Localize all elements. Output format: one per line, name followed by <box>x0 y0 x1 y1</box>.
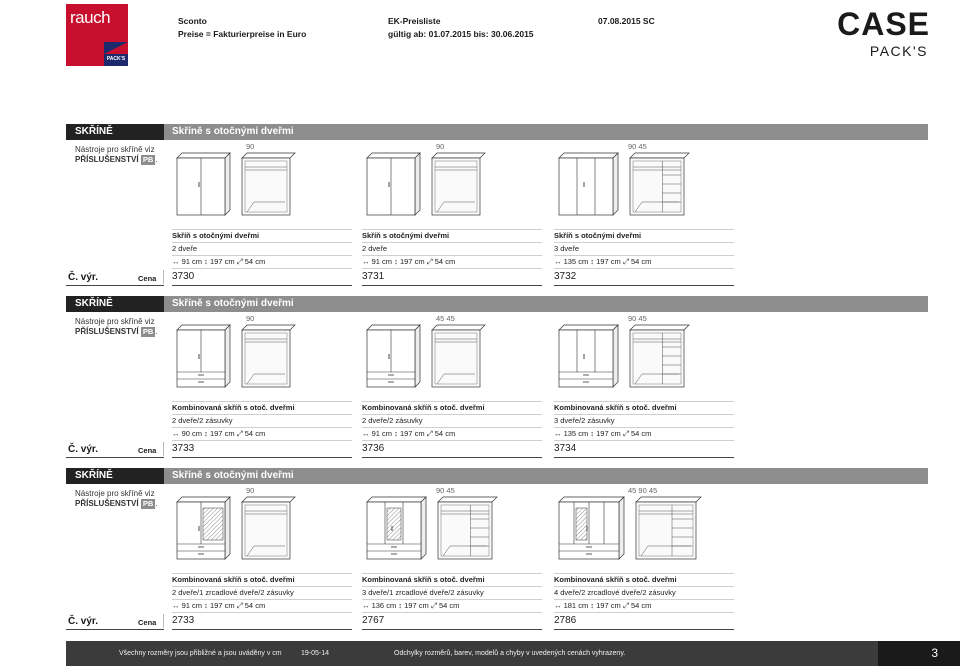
product-dimensions <box>362 601 459 611</box>
product-height: 197 cm <box>399 429 425 438</box>
row-divider <box>554 268 734 269</box>
row-divider <box>362 242 542 243</box>
height-arrow-icon: ↕ <box>590 257 595 266</box>
product-code: 2786 <box>554 615 577 626</box>
section-category: SKŘÍNĚ <box>66 468 164 484</box>
accessories-link[interactable]: PŘÍSLUŠENSTVÍ <box>75 327 139 336</box>
height-arrow-icon: ↕ <box>204 429 208 438</box>
pricelist-validity: gültig ab: 01.07.2015 bis: 30.06.2015 <box>388 29 534 39</box>
product-width: 91 cm <box>181 601 203 610</box>
product-width: 135 cm <box>563 429 589 438</box>
wardrobe-drawing <box>554 150 704 218</box>
row-divider <box>362 586 542 587</box>
logo-text: rauch <box>70 8 111 27</box>
depth-arrow-icon: ⤢ <box>236 429 243 438</box>
height-arrow-icon: ↕ <box>398 601 403 610</box>
product-code: 2733 <box>172 615 195 626</box>
row-divider <box>172 229 352 230</box>
row-divider <box>362 612 542 613</box>
product-name: Skříň s otočnými dveřmi <box>172 231 260 240</box>
height-arrow-icon: ↕ <box>394 429 398 438</box>
product-top-dimensions: 90 <box>246 142 255 151</box>
footer-code: 19-05-14 <box>301 650 330 657</box>
height-arrow-icon: ↕ <box>590 429 595 438</box>
section-title: Skříně s otočnými dveřmi <box>164 296 928 312</box>
product-dimensions <box>172 429 265 439</box>
section-category: SKŘÍNĚ <box>66 296 164 312</box>
product-depth: 54 cm <box>244 257 266 266</box>
row-divider <box>172 427 352 428</box>
wardrobe-drawing <box>362 150 512 218</box>
product-height: 197 cm <box>209 257 235 266</box>
row-divider <box>554 629 734 630</box>
price-label: Cena <box>138 446 157 455</box>
width-arrow-icon: ↔ <box>172 429 182 438</box>
wardrobe-drawing <box>172 322 322 390</box>
row-divider <box>362 629 542 630</box>
product-top-dimensions: 45 45 <box>436 314 455 323</box>
page-number: 3 <box>878 641 960 666</box>
width-arrow-icon: ↔ <box>362 601 372 610</box>
product-name: Skříň s otočnými dveřmi <box>362 231 450 240</box>
row-divider <box>66 457 164 458</box>
row-divider <box>362 255 542 256</box>
product-depth: 54 cm <box>434 257 456 266</box>
depth-arrow-icon: ⤢ <box>430 601 437 610</box>
row-divider <box>554 285 734 286</box>
product-code: 2767 <box>362 615 385 626</box>
row-divider <box>172 255 352 256</box>
tools-text: Nástroje pro skříně viz <box>75 489 155 498</box>
product-height: 197 cm <box>399 257 425 266</box>
article-number-label: Č. výr. <box>68 616 99 627</box>
product-name: Kombinovaná skříň s otoč. dveřmi <box>554 403 677 412</box>
product-depth: 54 cm <box>434 429 456 438</box>
accessories-link[interactable]: PŘÍSLUŠENSTVÍ <box>75 155 139 164</box>
packs-badge-label: PACK'S <box>106 56 126 62</box>
row-divider <box>362 573 542 574</box>
row-divider <box>172 629 352 630</box>
sconto-info <box>178 15 306 41</box>
product-width: 91 cm <box>371 257 393 266</box>
row-divider <box>554 229 734 230</box>
footer-bar <box>66 641 878 666</box>
row-divider <box>554 427 734 428</box>
product-dimensions <box>554 601 651 611</box>
accessories-link[interactable]: PŘÍSLUŠENSTVÍ <box>75 499 139 508</box>
row-divider <box>554 401 734 402</box>
row-divider <box>172 401 352 402</box>
section-title: Skříně s otočnými dveřmi <box>164 124 928 140</box>
product-width: 91 cm <box>181 257 203 266</box>
product-dimensions <box>172 601 265 611</box>
product-section <box>66 124 928 290</box>
product-description: 2 dveře <box>362 244 388 253</box>
height-arrow-icon: ↕ <box>204 257 208 266</box>
row-divider <box>172 242 352 243</box>
row-divider <box>554 414 734 415</box>
row-divider <box>172 285 352 286</box>
product-description: 4 dveře/2 zrcadlové dveře/2 zásuvky <box>554 588 676 597</box>
width-arrow-icon: ↔ <box>172 257 182 266</box>
row-divider <box>554 255 734 256</box>
product-width: 90 cm <box>181 429 203 438</box>
pb-badge[interactable]: PB <box>142 499 154 508</box>
row-divider <box>362 414 542 415</box>
price-label: Cena <box>138 618 157 627</box>
row-divider <box>362 401 542 402</box>
product-top-dimensions: 90 45 <box>628 314 647 323</box>
width-arrow-icon: ↔ <box>554 601 564 610</box>
row-divider <box>554 586 734 587</box>
width-arrow-icon: ↔ <box>362 257 372 266</box>
footer-disclaimer: Odchylky rozměrů, barev, modelů a chyby v uvedených cenách vyhrazeny. <box>394 650 626 657</box>
footer-note: Všechny rozměry jsou přibližné a jsou uváděny v cm <box>119 650 282 657</box>
tools-text: Nástroje pro skříně viz <box>75 317 155 326</box>
product-height: 197 cm <box>404 601 429 610</box>
product-code: 3736 <box>362 443 385 454</box>
product-section <box>66 296 928 462</box>
depth-arrow-icon: ⤢ <box>622 257 629 266</box>
product-name: Kombinovaná skříň s otoč. dveřmi <box>554 575 677 584</box>
wardrobe-drawing <box>362 322 512 390</box>
product-dimensions <box>554 429 651 439</box>
row-divider <box>362 457 542 458</box>
row-divider <box>172 440 352 441</box>
row-divider <box>172 268 352 269</box>
row-divider <box>172 586 352 587</box>
article-number-label: Č. výr. <box>68 444 99 455</box>
row-divider <box>554 242 734 243</box>
row-divider <box>362 599 542 600</box>
product-height: 197 cm <box>596 601 621 610</box>
product-description: 3 dveře/2 zásuvky <box>554 416 615 425</box>
pricelist-title: EK-Preisliste <box>388 16 441 26</box>
depth-arrow-icon: ⤢ <box>622 429 629 438</box>
section-header <box>66 296 928 312</box>
wardrobe-drawing <box>172 150 322 218</box>
brand-title: CASE <box>837 6 930 42</box>
sconto-subtitle: Preise = Fakturierpreise in Euro <box>178 29 307 39</box>
row-divider <box>362 229 542 230</box>
section-header <box>66 124 928 140</box>
product-description: 2 dveře <box>172 244 198 253</box>
product-top-dimensions: 90 <box>246 486 255 495</box>
product-depth: 54 cm <box>438 601 460 610</box>
row-divider <box>554 573 734 574</box>
width-arrow-icon: ↔ <box>172 601 182 610</box>
product-dimensions <box>554 257 651 267</box>
article-number-label: Č. výr. <box>68 272 99 283</box>
height-arrow-icon: ↕ <box>590 601 595 610</box>
product-depth: 54 cm <box>630 257 652 266</box>
row-divider <box>172 573 352 574</box>
depth-arrow-icon: ⤢ <box>622 601 629 610</box>
product-description: 2 dveře/2 zásuvky <box>362 416 423 425</box>
print-date: 07.08.2015 SC <box>598 16 655 26</box>
row-divider <box>362 440 542 441</box>
product-description: 2 dveře/1 zrcadlové dveře/2 zásuvky <box>172 588 294 597</box>
depth-arrow-icon: ⤢ <box>236 601 243 610</box>
product-top-dimensions: 90 45 <box>628 142 647 151</box>
brand-subtitle: PACK'S <box>869 43 928 59</box>
row-divider <box>554 612 734 613</box>
wardrobe-drawing <box>172 494 322 562</box>
section-title: Skříně s otočnými dveřmi <box>164 468 928 484</box>
row-divider <box>362 268 542 269</box>
product-name: Kombinovaná skříň s otoč. dveřmi <box>172 403 295 412</box>
product-name: Skříň s otočnými dveřmi <box>554 231 642 240</box>
row-divider <box>362 285 542 286</box>
product-code: 3730 <box>172 271 195 282</box>
tools-note: Nástroje pro skříně viz PŘÍSLUŠENSTVÍ PB . <box>75 145 158 164</box>
rauch-logo <box>66 4 128 66</box>
wardrobe-drawing <box>362 494 512 562</box>
product-top-dimensions: 90 <box>246 314 255 323</box>
sconto-title: Sconto <box>178 16 207 26</box>
width-arrow-icon: ↔ <box>554 257 564 266</box>
product-name: Kombinovaná skříň s otoč. dveřmi <box>362 575 485 584</box>
product-description: 3 dveře <box>554 244 580 253</box>
tools-note: Nástroje pro skříně viz PŘÍSLUŠENSTVÍ PB . <box>75 489 158 508</box>
pb-badge[interactable]: PB <box>142 155 154 164</box>
product-height: 197 cm <box>209 429 235 438</box>
depth-arrow-icon: ⤢ <box>426 257 433 266</box>
row-divider <box>554 440 734 441</box>
product-name: Kombinovaná skříň s otoč. dveřmi <box>362 403 485 412</box>
product-name: Kombinovaná skříň s otoč. dveřmi <box>172 575 295 584</box>
product-code: 3731 <box>362 271 385 282</box>
product-depth: 54 cm <box>630 601 652 610</box>
product-width: 135 cm <box>563 257 589 266</box>
row-divider <box>554 457 734 458</box>
height-arrow-icon: ↕ <box>394 257 398 266</box>
product-height: 197 cm <box>596 257 621 266</box>
product-description: 2 dveře/2 zásuvky <box>172 416 233 425</box>
product-height: 197 cm <box>596 429 621 438</box>
product-section <box>66 468 928 634</box>
product-dimensions <box>172 257 265 267</box>
section-category: SKŘÍNĚ <box>66 124 164 140</box>
product-code: 3734 <box>554 443 577 454</box>
row-divider <box>554 599 734 600</box>
depth-arrow-icon: ⤢ <box>426 429 433 438</box>
product-width: 91 cm <box>371 429 393 438</box>
pricelist-info <box>388 15 534 41</box>
price-label: Cena <box>138 274 157 283</box>
section-header <box>66 468 928 484</box>
product-depth: 54 cm <box>244 601 266 610</box>
pb-badge[interactable]: PB <box>142 327 154 336</box>
packs-badge <box>104 42 128 66</box>
product-description: 3 dveře/1 zrcadlové dveře/2 zásuvky <box>362 588 484 597</box>
row-divider <box>172 457 352 458</box>
product-top-dimensions: 90 45 <box>436 486 455 495</box>
product-width: 136 cm <box>371 601 397 610</box>
width-arrow-icon: ↔ <box>554 429 564 438</box>
product-top-dimensions: 45 90 45 <box>628 486 658 495</box>
product-depth: 54 cm <box>630 429 652 438</box>
wardrobe-drawing <box>554 494 704 562</box>
height-arrow-icon: ↕ <box>204 601 208 610</box>
product-depth: 54 cm <box>244 429 266 438</box>
product-top-dimensions: 90 <box>436 142 445 151</box>
tools-note: Nástroje pro skříně viz PŘÍSLUŠENSTVÍ PB . <box>75 317 158 336</box>
depth-arrow-icon: ⤢ <box>236 257 243 266</box>
product-dimensions <box>362 257 455 267</box>
product-code: 3732 <box>554 271 577 282</box>
row-divider <box>172 599 352 600</box>
row-divider <box>362 427 542 428</box>
product-dimensions <box>362 429 455 439</box>
wardrobe-drawing <box>554 322 704 390</box>
row-divider <box>172 612 352 613</box>
product-height: 197 cm <box>209 601 235 610</box>
product-code: 3733 <box>172 443 195 454</box>
product-width: 181 cm <box>563 601 589 610</box>
width-arrow-icon: ↔ <box>362 429 372 438</box>
row-divider <box>66 285 164 286</box>
tools-text: Nástroje pro skříně viz <box>75 145 155 154</box>
row-divider <box>172 414 352 415</box>
row-divider <box>66 629 164 630</box>
